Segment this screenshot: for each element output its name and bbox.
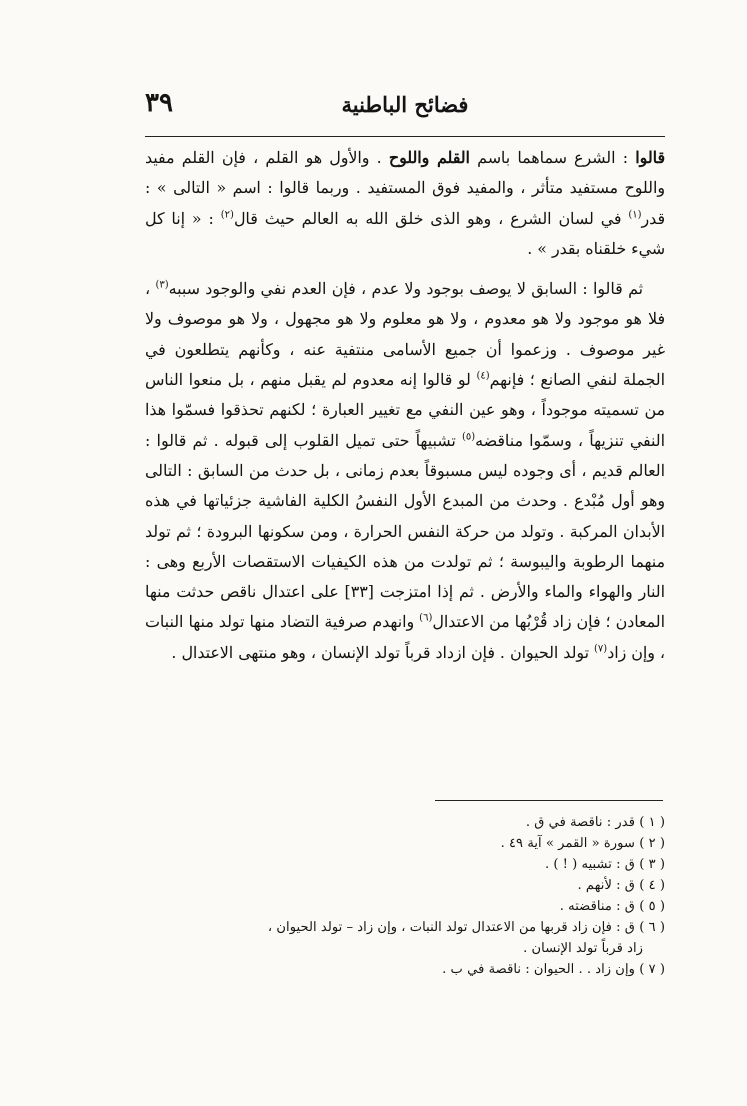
note-ref-1[interactable]: (١): [628, 209, 642, 221]
footnote-2: ( ٢ ) سورة « القمر » آية ٤٩ .: [500, 836, 665, 851]
note-ref-4[interactable]: (٤): [476, 370, 490, 382]
paragraph-1: قالوا : الشرع سماهما باسم القلم واللوح . والأول هو القلم ، فإن القلم مفيد واللوح مستفيد متأثر ، والمفيد فوق المستفيد . وربما قالوا : اسم « التالى » : قدر$^{(١)}$ في لسان الشرع ، وهو الذى خلق الله به العالم حيث قال$^{(٢)}$ : « إنا كل شيء خلقناه بقدر » .: [145, 148, 666, 258]
bold-term: القلم واللوح: [388, 148, 470, 167]
note-ref-6[interactable]: (٦): [419, 613, 433, 625]
paragraph-2: ثم قالوا : السابق لا يوصف بوجود ولا عدم ، فإن العدم نفي والوجود سببه$^{(٣)}$ ، فلا هو موجود ولا هو معدوم ، ولا هو معلوم ولا هو مجهول ، ولا هو موصوف ولا غير موصوف . وزعموا أن جميع الأسامى منتفية عنه ، وكأنهم يتطلعون في الجملة لنفي الصانع ؛ فإنهم$^{(٤)}$ لو قالوا إنه معدوم لم يقبل منهم ، بل منعوا الناس من تسميته موجوداً ، وهو عين النفي مع تغيير العبارة ؛ لكنهم تحذقوا فسمّوا هذا النفي تنزيهاً ، وسمّوا مناقضه$^{(٥)}$ تشبيهاً حتى تميل القلوب إلى قبوله . ثم قالوا : العالم قديم ، أى وجوده ليس مسبوقاً بعدم زمانى ، بل حدث من السابق : التالى وهو أول مُبْدع . وحدث من المبدع الأول النفسُ الكلية الفاشية جزئياتها في هذه الأبدان المركبة . وتولد من حركة النفس الحرارة ، ومن سكونها البرودة ؛ ثم تولد منهما الرطوبة واليبوسة ؛ ثم تولدت من هذه الكيفيات الاستقصات الأربع وهى : النار والهواء والماء والأرض . ثم إذا امتزجت [٣٣] على اعتدال ناقص حدثت منها المعادن ؛ فإن زاد قُرْبُها من الاعتدال$^{(٦)}$ وانهدم صرفية التضاد منها تولد منها النبات ، وإن زاد$^{(٧)}$ تولد الحيوان . فإن ازداد قرباً تولد الإنسان ، وهو منتهى الاعتدال .: [145, 279, 666, 662]
footnote-rule: [435, 800, 663, 801]
note-ref-7[interactable]: (٧): [594, 643, 608, 655]
note-ref-5[interactable]: (٥): [461, 431, 476, 443]
page-header: [145, 88, 665, 132]
footnote-5: ( ٥ ) ق : مناقضته .: [559, 899, 665, 914]
footnote-6-continued: زاد قرباً تولد الإنسان .: [523, 941, 643, 956]
paragraph-lead: قالوا: [635, 148, 665, 167]
header-rule: [145, 136, 665, 137]
note-ref-3[interactable]: (٣): [155, 279, 169, 291]
footnotes: [155, 812, 665, 980]
footnote-3: ( ٣ ) ق : تشبيه ( ! ) .: [544, 857, 665, 872]
page-number: ٣٩: [145, 88, 173, 118]
page-title: فضائح الباطنية: [341, 92, 469, 117]
note-ref-2[interactable]: (٢): [220, 209, 234, 221]
body-text: [145, 143, 665, 668]
footnote-4: ( ٤ ) ق : لأنهم .: [577, 878, 665, 893]
footnote-1: ( ١ ) قدر : ناقصة في ق .: [525, 815, 665, 830]
footnote-7: ( ٧ ) وإن زاد . . الحيوان : ناقصة في ب .: [442, 962, 665, 977]
footnote-6: ( ٦ ) ق : فإن زاد قربها من الاعتدال تولد النبات ، وإن زاد – تولد الحيوان ،: [267, 920, 665, 935]
